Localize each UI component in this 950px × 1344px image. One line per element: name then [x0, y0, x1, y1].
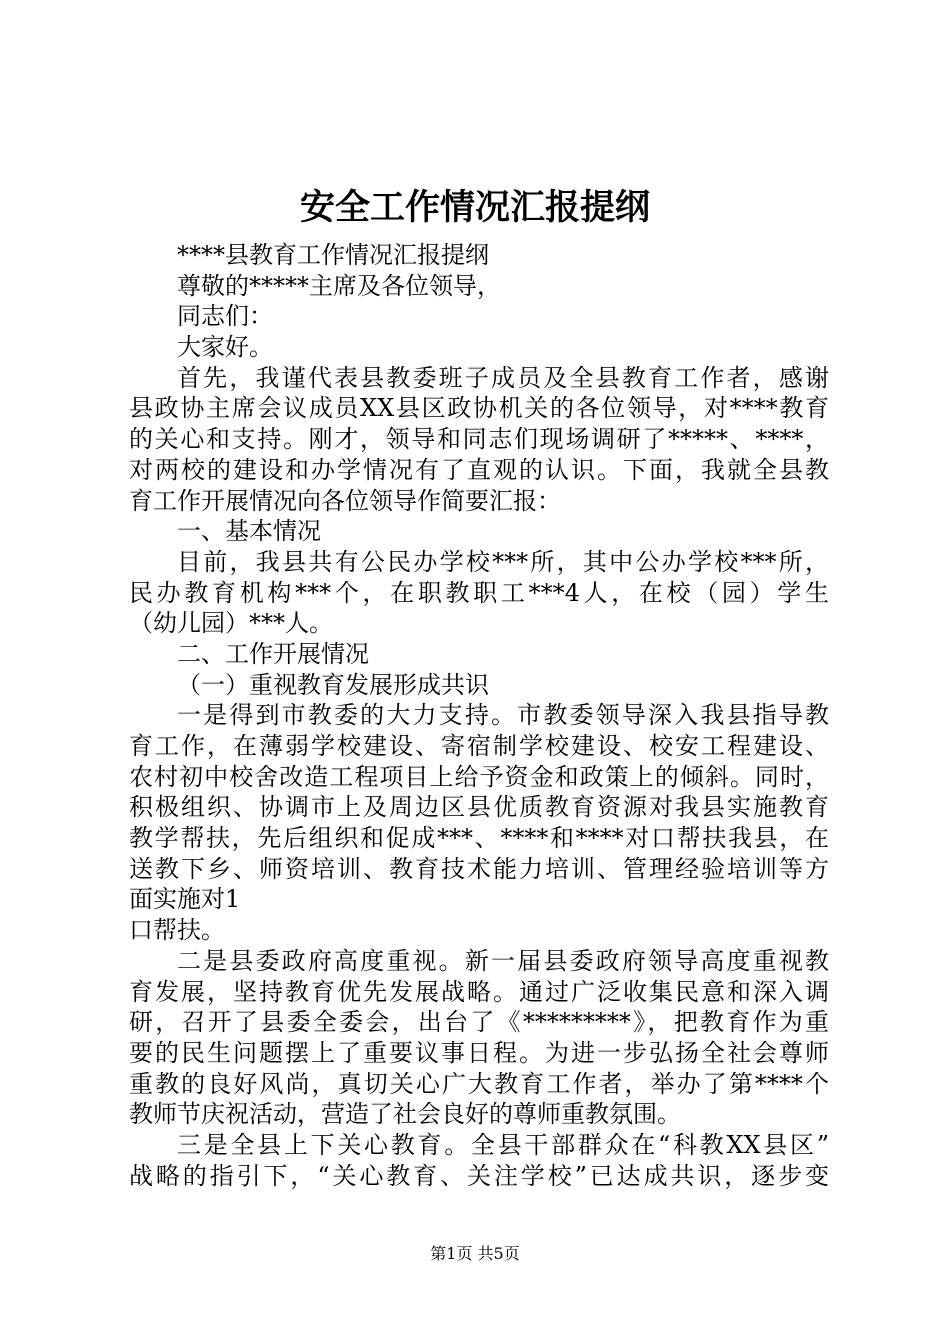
text-line: 二、工作开展情况 — [177, 639, 369, 668]
text-line: 送教下乡、师资培训、教育技术能力培训、管理经验培训等方 — [129, 854, 829, 883]
text-line: 重教的良好风尚，真切关心广大教育工作者，举办了第****个 — [129, 1069, 829, 1098]
text-line: （幼儿园）***人。 — [129, 609, 333, 638]
text-line: 研，召开了县委全委会，出台了《*********》，把教育作为重 — [129, 1008, 829, 1037]
text-line: ****县教育工作情况汇报提纲 — [177, 241, 489, 269]
text-line: 农村初中校舍改造工程项目上给予资金和政策上的倾斜。同时， — [129, 762, 829, 791]
text-line: 二是县委政府高度重视。新一届县委政府领导高度重视教 — [177, 946, 829, 975]
text-line: 同志们： — [177, 302, 273, 331]
text-line: 要的民生问题摆上了重要议事日程。为进一步弘扬全社会尊师 — [129, 1038, 829, 1067]
text-line: 三是全县上下关心教育。全县干部群众在“科教XX县区” — [177, 1130, 829, 1159]
text-line: 教学帮扶，先后组织和促成***、****和****对口帮扶我县，在 — [129, 824, 829, 853]
text-line: （一）重视教育发展形成共识 — [177, 670, 489, 699]
text-line: 面实施对1 — [129, 885, 241, 914]
text-line: 首先，我谨代表县教委班子成员及全县教育工作者，感谢 — [177, 363, 829, 392]
text-line: 育工作，在薄弱学校建设、寄宿制学校建设、校安工程建设、 — [129, 732, 829, 760]
document-body — [129, 240, 829, 1191]
text-line: 一是得到市教委的大力支持。市教委领导深入我县指导教 — [177, 701, 829, 730]
page-footer: 第1页 共5页 — [430, 1244, 520, 1263]
text-line: 大家好。 — [177, 333, 273, 362]
text-line: 育工作开展情况向各位领导作简要汇报： — [129, 486, 561, 515]
text-line: 的关心和支持。刚才，领导和同志们现场调研了*****、****， — [129, 425, 829, 454]
text-line: 目前，我县共有公民办学校***所，其中公办学校***所， — [177, 547, 829, 576]
text-line: 口帮扶。 — [129, 916, 225, 945]
text-line: 县政协主席会议成员XX县区政协机关的各位领导，对****教育 — [129, 394, 829, 423]
text-line: 教师节庆祝活动，营造了社会良好的尊师重教氛围。 — [129, 1100, 681, 1129]
text-line: 战略的指引下，“关心教育、关注学校”已达成共识，逐步变 — [129, 1161, 829, 1190]
document-title: 安全工作情况汇报提纲 — [299, 187, 650, 228]
text-line: 尊敬的*****主席及各位领导， — [177, 271, 501, 300]
text-line: 民办教育机构***个，在职教职工***4人，在校（园）学生 — [129, 578, 829, 607]
text-line: 积极组织、协调市上及周边区县优质教育资源对我县实施教育 — [129, 793, 829, 822]
text-line: 育发展，坚持教育优先发展战略。通过广泛收集民意和深入调 — [129, 977, 829, 1006]
text-line: 一、基本情况 — [177, 517, 321, 546]
text-line: 对两校的建设和办学情况有了直观的认识。下面，我就全县教 — [129, 455, 829, 484]
